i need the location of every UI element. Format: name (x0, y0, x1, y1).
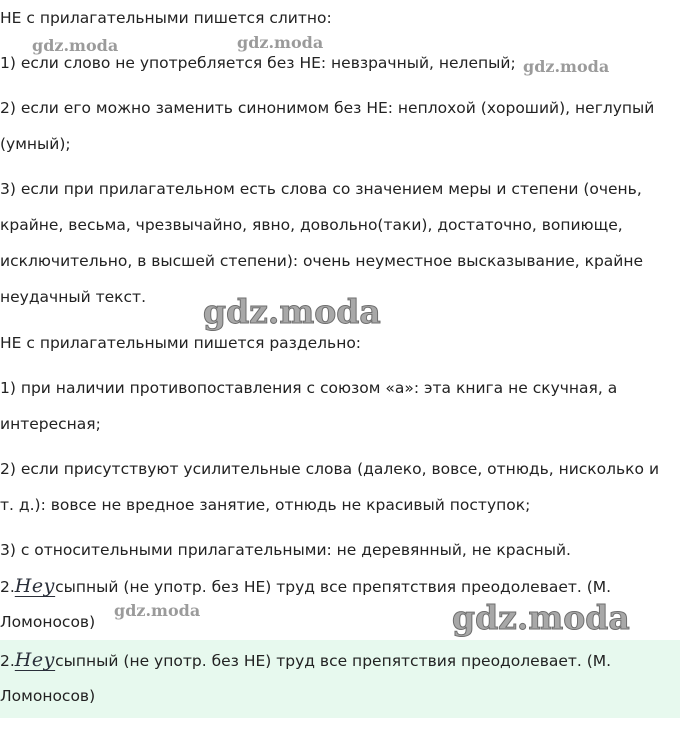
watermark-logo: gdz.moda (203, 292, 381, 331)
rule-item-continuation: (умный); (0, 135, 71, 153)
rule-item-continuation: т. д.): вовсе не вредное занятие, отнюдь не красивый поступок; (0, 496, 531, 514)
answer-line (0, 576, 611, 597)
rule-item-continuation: неудачный текст. (0, 288, 146, 306)
watermark-logo: gdz.moda (32, 36, 119, 55)
rule-item: 2) если его можно заменить синонимом без НЕ: неплохой (хороший), неглупый (0, 99, 655, 117)
rule-item: 1) при наличии противопоставления с союзом «а»: эта книга не скучная, а (0, 379, 618, 397)
watermark-logo: gdz.moda (452, 598, 630, 637)
answer-number: 2. (0, 652, 15, 670)
watermark-logo: gdz.moda (523, 57, 610, 76)
rule-item: 3) с относительными прилагательными: не деревянный, не красный. (0, 541, 571, 559)
rule-item-continuation: исключительно, в высшей степени): очень неуместное высказывание, крайне (0, 252, 644, 270)
rule-item-continuation: крайне, весьма, чрезвычайно, явно, довольно(таки), достаточно, вопиюще, (0, 216, 623, 234)
handwritten-prefix: Неу (14, 575, 56, 597)
answer-line-highlighted (0, 650, 611, 671)
handwritten-prefix: Неу (14, 649, 56, 671)
answer-author-highlighted: Ломоносов) (0, 687, 96, 705)
answer-number: 2. (0, 578, 15, 596)
rule-heading-separate: НЕ с прилагательными пишется раздельно: (0, 334, 362, 352)
rule-item: 3) если при прилагательном есть слова со значением меры и степени (очень, (0, 180, 642, 198)
answer-text: сыпный (не употр. без НЕ) труд все препятствия преодолевает. (М. (55, 578, 612, 596)
answer-author: Ломоносов) (0, 613, 96, 631)
answer-text: сыпный (не употр. без НЕ) труд все препятствия преодолевает. (М. (55, 652, 612, 670)
watermark-logo: gdz.moda (237, 33, 324, 52)
rule-item: 1) если слово не употребляется без НЕ: невзрачный, нелепый; (0, 54, 516, 72)
watermark-logo: gdz.moda (114, 601, 201, 620)
rule-item: 2) если присутствуют усилительные слова (далеко, вовсе, отнюдь, нисколько и (0, 460, 660, 478)
rule-heading-together: НЕ с прилагательными пишется слитно: (0, 9, 332, 27)
rule-item-continuation: интересная; (0, 415, 101, 433)
